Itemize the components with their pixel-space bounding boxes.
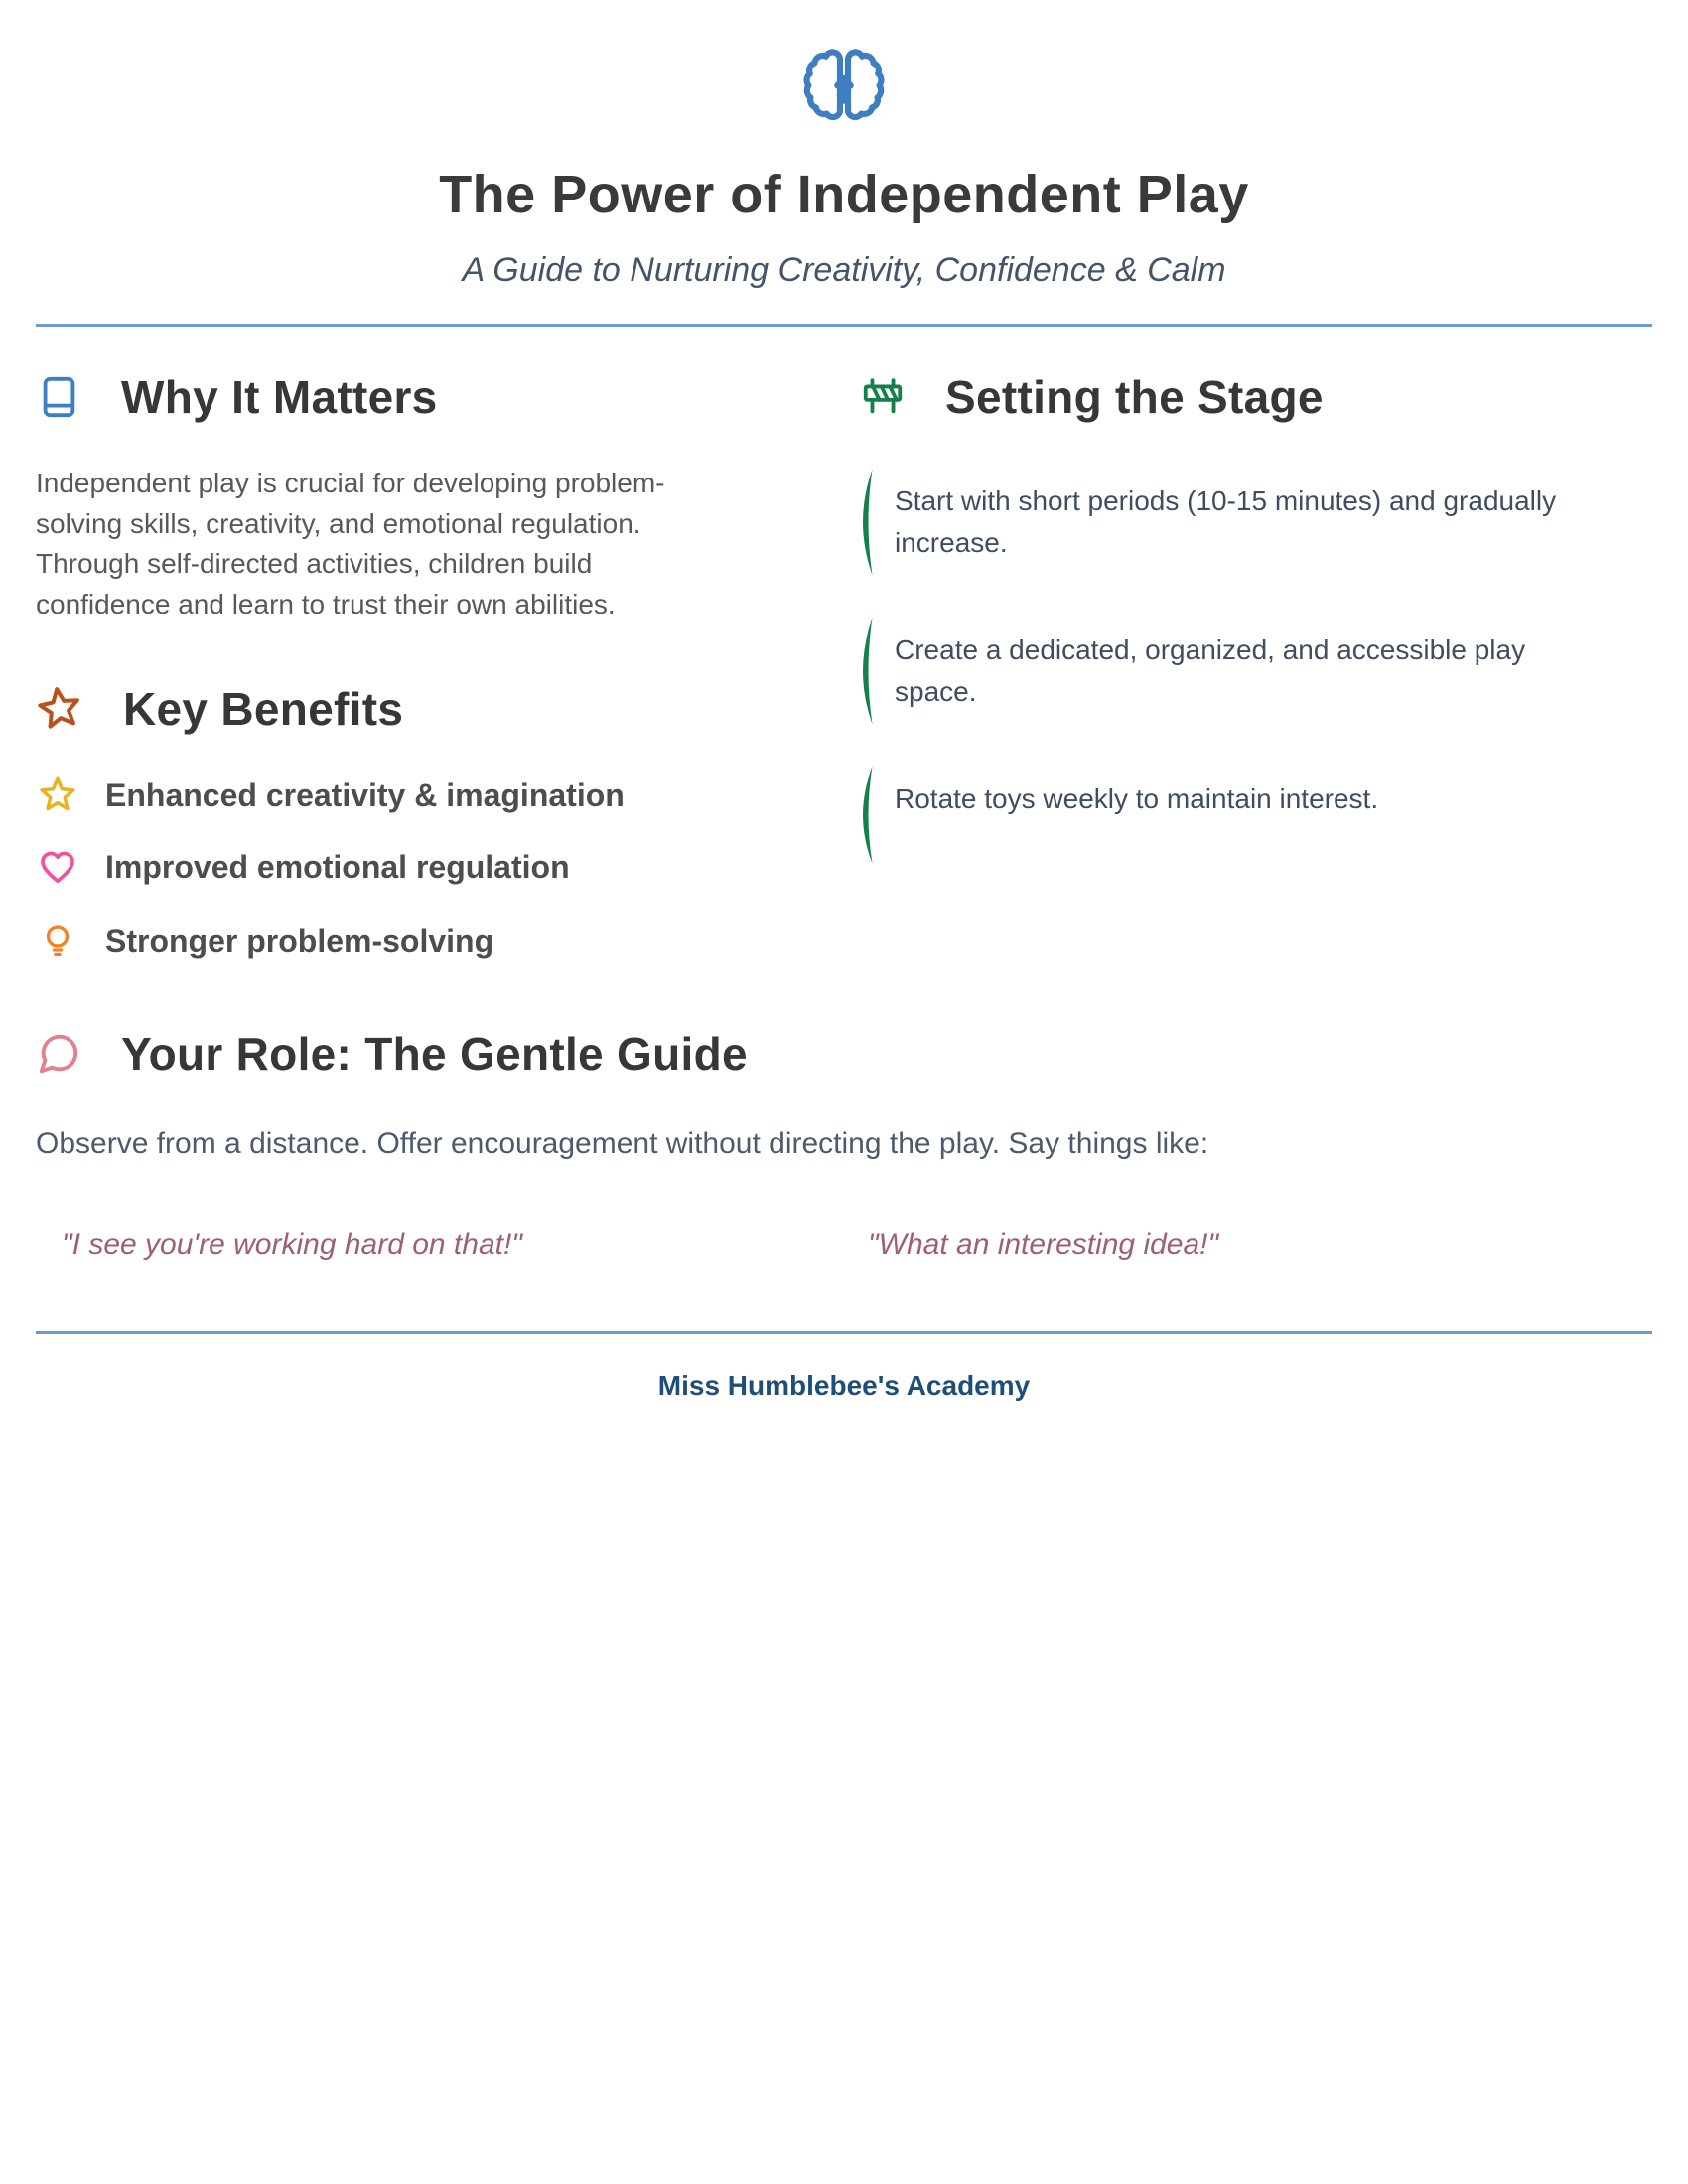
left-column	[36, 370, 825, 964]
header-divider	[36, 324, 1652, 327]
why-it-matters-body: Independent play is crucial for developing problem-solving skills, creativity, and emotional regulation. Through self-directed activities, children build confidence and learn to trust their own abilities.	[36, 468, 665, 619]
benefit-list	[36, 775, 825, 964]
right-column	[860, 370, 1652, 964]
your-role-body: Observe from a distance. Offer encouragement without directing the play. Say things like:	[36, 1127, 1209, 1160]
green-bracket-icon	[860, 616, 875, 726]
book-icon	[36, 371, 81, 423]
your-role-heading	[36, 1027, 1652, 1081]
your-role-section	[36, 1027, 1652, 1262]
key-benefits-heading	[36, 682, 825, 736]
green-bracket-icon	[860, 765, 875, 865]
heart-icon	[36, 847, 79, 887]
star-icon	[36, 775, 79, 815]
tips-list	[860, 468, 1652, 865]
speech-bubble-icon	[36, 1031, 81, 1077]
page-title: The Power of Independent Play	[439, 165, 1249, 224]
quote-row	[36, 1228, 1652, 1262]
encouragement-quote: "I see you're working hard on that!"	[62, 1228, 522, 1262]
page-subtitle: A Guide to Nurturing Creativity, Confidence & Calm	[462, 251, 1226, 289]
tip-text: Start with short periods (10-15 minutes) and gradually increase.	[895, 485, 1557, 558]
tip-item	[860, 616, 1652, 726]
tip-text: Create a dedicated, organized, and accessible play space.	[895, 634, 1526, 707]
key-benefits-title: Key Benefits	[123, 683, 404, 736]
green-bracket-icon	[860, 468, 875, 577]
setting-the-stage-heading	[860, 370, 1652, 424]
content-columns	[36, 370, 1652, 964]
benefit-label: Stronger problem-solving	[105, 922, 494, 959]
lightbulb-icon	[36, 918, 79, 964]
tip-item	[860, 765, 1652, 865]
setting-the-stage-title: Setting the Stage	[945, 371, 1324, 423]
header-logo	[36, 48, 1652, 138]
tip-text: Rotate toys weekly to maintain interest.	[895, 783, 1379, 814]
brain-icon	[801, 48, 887, 133]
benefit-item	[36, 918, 825, 964]
benefit-label: Improved emotional regulation	[105, 848, 570, 885]
encouragement-quote: "What an interesting idea!"	[868, 1228, 1219, 1262]
star-icon	[33, 682, 86, 736]
barrier-icon	[860, 374, 906, 420]
why-it-matters-title: Why It Matters	[121, 371, 438, 423]
your-role-title: Your Role: The Gentle Guide	[121, 1028, 748, 1081]
why-it-matters-heading	[36, 370, 825, 424]
tip-item	[860, 468, 1652, 577]
footer-brand: Miss Humblebee's Academy	[657, 1370, 1031, 1402]
footer-divider	[36, 1331, 1652, 1334]
benefit-item	[36, 775, 825, 815]
benefit-item	[36, 847, 825, 887]
benefit-label: Enhanced creativity & imagination	[105, 776, 625, 813]
